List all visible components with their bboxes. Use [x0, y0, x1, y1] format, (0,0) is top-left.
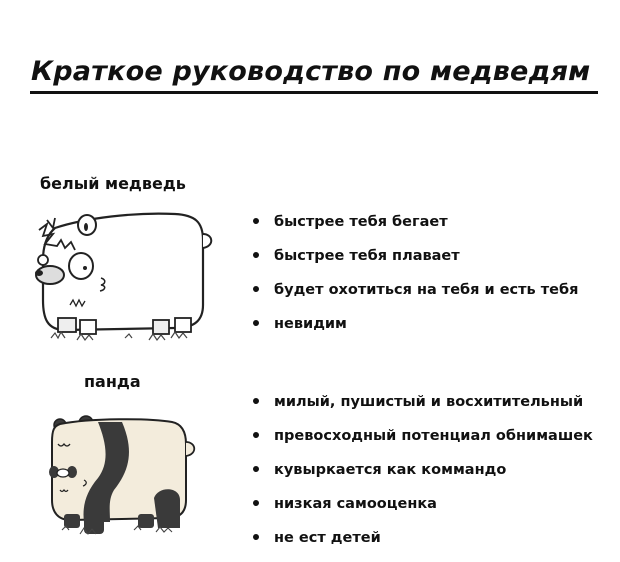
list-item — [253, 212, 578, 246]
bullet-text: кувыркается как коммандо — [274, 462, 507, 478]
bullet-icon — [253, 252, 259, 258]
polar-bear-illustration — [25, 200, 225, 350]
bullet-icon — [253, 466, 259, 472]
bullet-text: низкая самооценка — [274, 496, 437, 512]
list-item — [253, 392, 593, 426]
bullet-icon — [253, 432, 259, 438]
bullet-text: быстрее тебя бегает — [274, 214, 448, 230]
list-item — [253, 460, 593, 494]
panda-bullet-list — [253, 392, 593, 562]
list-item — [253, 246, 578, 280]
list-item — [253, 528, 593, 562]
panda-illustration — [40, 410, 200, 540]
bullet-text: невидим — [274, 316, 347, 332]
bullet-icon — [253, 398, 259, 404]
title-underline — [30, 91, 598, 94]
list-item — [253, 314, 578, 348]
bullet-text: не ест детей — [274, 530, 381, 546]
bullet-text: милый, пушистый и восхитительный — [274, 394, 584, 410]
list-item — [253, 494, 593, 528]
section-label-polar-bear: белый медведь — [40, 174, 186, 193]
bullet-text: быстрее тебя плавает — [274, 248, 460, 264]
page-title: Краткое руководство по медведям — [31, 56, 591, 87]
list-item — [253, 280, 578, 314]
bullet-icon — [253, 500, 259, 506]
bullet-icon — [253, 534, 259, 540]
list-item — [253, 426, 593, 460]
bullet-icon — [253, 320, 259, 326]
bullet-icon — [253, 218, 259, 224]
polar-bear-bullet-list — [253, 212, 578, 348]
bullet-icon — [253, 286, 259, 292]
bullet-text: будет охотиться на тебя и есть тебя — [274, 282, 579, 298]
section-label-panda: панда — [84, 372, 141, 391]
bullet-text: превосходный потенциал обнимашек — [274, 428, 593, 444]
